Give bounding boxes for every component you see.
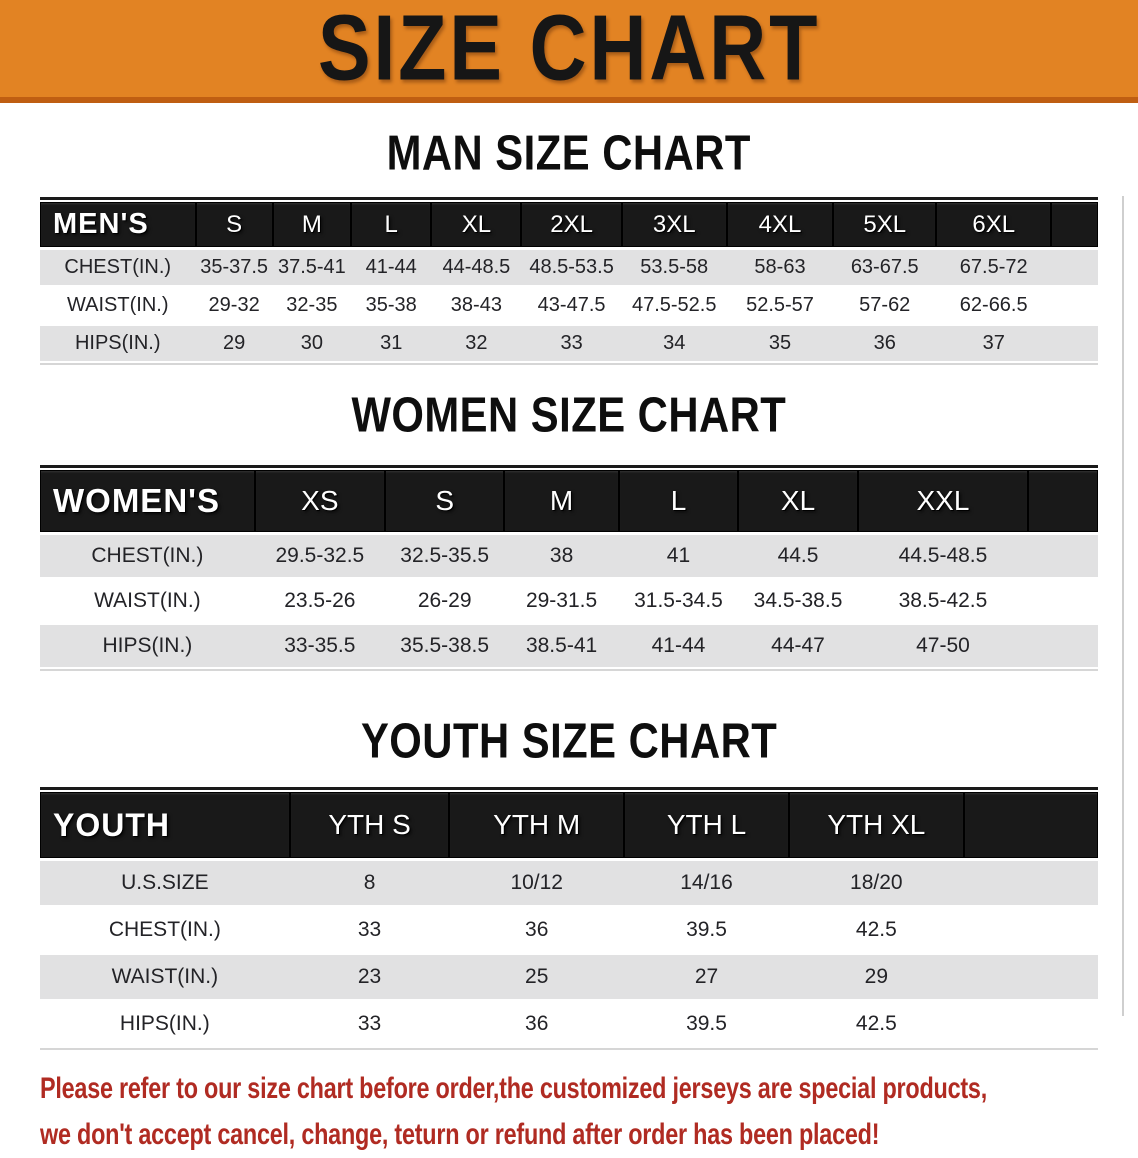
size-value: 47-50 xyxy=(858,622,1028,667)
women-size-table-wrap xyxy=(40,465,1098,671)
table-header-row xyxy=(40,792,1098,861)
spacer-cell xyxy=(964,792,1098,861)
row-label: CHEST(IN.) xyxy=(40,535,255,577)
size-value: 35-37.5 xyxy=(196,250,273,285)
banner-title: SIZE CHART xyxy=(317,0,821,100)
spacer-cell xyxy=(964,952,1098,999)
size-value: 26-29 xyxy=(385,577,505,622)
size-value: 44-47 xyxy=(738,622,858,667)
size-value: 52.5-57 xyxy=(727,285,834,323)
size-value: 10/12 xyxy=(449,861,624,905)
men-size-table xyxy=(40,202,1098,361)
table-row xyxy=(40,323,1098,361)
size-value: 57-62 xyxy=(833,285,936,323)
men-section-heading xyxy=(0,126,1138,181)
row-label: WAIST(IN.) xyxy=(40,952,290,999)
size-column-header: XL xyxy=(431,202,521,250)
youth-section xyxy=(0,714,1138,1050)
spacer-cell xyxy=(1028,622,1098,667)
size-value: 31 xyxy=(351,323,431,361)
size-value: 38.5-42.5 xyxy=(858,577,1028,622)
size-column-header: 3XL xyxy=(622,202,727,250)
row-label: HIPS(IN.) xyxy=(40,999,290,1046)
men-heading-text: MAN SIZE CHART xyxy=(386,126,752,181)
spacer-cell xyxy=(964,861,1098,905)
table-header-row xyxy=(40,470,1098,535)
spacer-cell xyxy=(1028,535,1098,577)
size-column-header: XXL xyxy=(858,470,1028,535)
row-label: WAIST(IN.) xyxy=(40,285,196,323)
women-section xyxy=(0,388,1138,671)
spacer-cell xyxy=(1051,202,1098,250)
size-value: 38.5-41 xyxy=(504,622,618,667)
size-column-header: XL xyxy=(738,470,858,535)
size-value: 25 xyxy=(449,952,624,999)
size-value: 32.5-35.5 xyxy=(385,535,505,577)
spacer-cell xyxy=(1028,577,1098,622)
row-label: CHEST(IN.) xyxy=(40,250,196,285)
table-row xyxy=(40,535,1098,577)
youth-size-table-wrap xyxy=(40,787,1098,1050)
size-value: 37 xyxy=(936,323,1051,361)
size-value: 29 xyxy=(196,323,273,361)
size-value: 39.5 xyxy=(624,999,789,1046)
footer-note-line-1: Please refer to our size chart before order,the customized jerseys are special products, xyxy=(40,1072,987,1105)
size-chart-banner xyxy=(0,0,1138,103)
table-row xyxy=(40,905,1098,952)
spacer-cell xyxy=(1028,470,1098,535)
spacer-cell xyxy=(1051,323,1098,361)
size-value: 36 xyxy=(449,905,624,952)
size-value: 39.5 xyxy=(624,905,789,952)
size-column-header: YTH L xyxy=(624,792,789,861)
spacer-cell xyxy=(964,999,1098,1046)
size-value: 62-66.5 xyxy=(936,285,1051,323)
size-value: 29.5-32.5 xyxy=(255,535,385,577)
size-column-header: L xyxy=(351,202,431,250)
table-group-label: YOUTH xyxy=(40,792,290,861)
spacer-cell xyxy=(1051,285,1098,323)
size-value: 47.5-52.5 xyxy=(622,285,727,323)
size-value: 32 xyxy=(431,323,521,361)
size-column-header: L xyxy=(619,470,739,535)
size-value: 34 xyxy=(622,323,727,361)
size-value: 41-44 xyxy=(351,250,431,285)
size-value: 34.5-38.5 xyxy=(738,577,858,622)
size-value: 35 xyxy=(727,323,834,361)
table-group-label: MEN'S xyxy=(40,202,196,250)
size-value: 37.5-41 xyxy=(273,250,351,285)
size-column-header: YTH XL xyxy=(789,792,964,861)
size-value: 29-31.5 xyxy=(504,577,618,622)
right-edge-line xyxy=(1122,196,1124,1016)
table-row xyxy=(40,861,1098,905)
footer-note-line-2: we don't accept cancel, change, teturn or refund after order has been placed! xyxy=(40,1118,880,1151)
size-column-header: M xyxy=(504,470,618,535)
size-column-header: XS xyxy=(255,470,385,535)
table-row xyxy=(40,250,1098,285)
row-label: HIPS(IN.) xyxy=(40,323,196,361)
size-column-header: YTH S xyxy=(290,792,450,861)
size-value: 58-63 xyxy=(727,250,834,285)
size-value: 38 xyxy=(504,535,618,577)
table-row xyxy=(40,285,1098,323)
women-heading-text: WOMEN SIZE CHART xyxy=(351,388,787,443)
size-value: 33 xyxy=(290,905,450,952)
size-value: 41-44 xyxy=(619,622,739,667)
size-value: 41 xyxy=(619,535,739,577)
row-label: WAIST(IN.) xyxy=(40,577,255,622)
size-value: 33-35.5 xyxy=(255,622,385,667)
table-header-row xyxy=(40,202,1098,250)
size-value: 42.5 xyxy=(789,905,964,952)
size-value: 44-48.5 xyxy=(431,250,521,285)
spacer-cell xyxy=(964,905,1098,952)
size-value: 53.5-58 xyxy=(622,250,727,285)
size-column-header: 6XL xyxy=(936,202,1051,250)
row-label: CHEST(IN.) xyxy=(40,905,290,952)
size-value: 33 xyxy=(521,323,622,361)
size-column-header: 5XL xyxy=(833,202,936,250)
size-value: 35-38 xyxy=(351,285,431,323)
table-group-label: WOMEN'S xyxy=(40,470,255,535)
youth-heading-text: YOUTH SIZE CHART xyxy=(360,714,778,769)
table-row xyxy=(40,577,1098,622)
size-value: 30 xyxy=(273,323,351,361)
youth-section-heading xyxy=(0,714,1138,769)
table-row xyxy=(40,999,1098,1046)
size-column-header: S xyxy=(385,470,505,535)
size-value: 29 xyxy=(789,952,964,999)
women-section-heading xyxy=(0,388,1138,443)
size-value: 18/20 xyxy=(789,861,964,905)
size-value: 14/16 xyxy=(624,861,789,905)
size-value: 31.5-34.5 xyxy=(619,577,739,622)
size-value: 67.5-72 xyxy=(936,250,1051,285)
size-value: 36 xyxy=(833,323,936,361)
youth-size-table xyxy=(40,792,1098,1046)
size-value: 8 xyxy=(290,861,450,905)
size-value: 29-32 xyxy=(196,285,273,323)
size-column-header: 4XL xyxy=(727,202,834,250)
row-label: HIPS(IN.) xyxy=(40,622,255,667)
size-value: 27 xyxy=(624,952,789,999)
size-column-header: YTH M xyxy=(449,792,624,861)
footer-note xyxy=(40,1066,1138,1158)
size-column-header: S xyxy=(196,202,273,250)
size-value: 48.5-53.5 xyxy=(521,250,622,285)
size-value: 63-67.5 xyxy=(833,250,936,285)
size-value: 23.5-26 xyxy=(255,577,385,622)
spacer-cell xyxy=(1051,250,1098,285)
table-row xyxy=(40,952,1098,999)
men-section xyxy=(0,126,1138,365)
size-value: 42.5 xyxy=(789,999,964,1046)
size-value: 23 xyxy=(290,952,450,999)
size-column-header: M xyxy=(273,202,351,250)
size-value: 36 xyxy=(449,999,624,1046)
size-value: 32-35 xyxy=(273,285,351,323)
size-value: 44.5 xyxy=(738,535,858,577)
women-size-table xyxy=(40,470,1098,667)
size-value: 38-43 xyxy=(431,285,521,323)
size-value: 43-47.5 xyxy=(521,285,622,323)
size-value: 44.5-48.5 xyxy=(858,535,1028,577)
size-column-header: 2XL xyxy=(521,202,622,250)
size-value: 33 xyxy=(290,999,450,1046)
men-size-table-wrap xyxy=(40,197,1098,365)
size-value: 35.5-38.5 xyxy=(385,622,505,667)
row-label: U.S.SIZE xyxy=(40,861,290,905)
table-row xyxy=(40,622,1098,667)
